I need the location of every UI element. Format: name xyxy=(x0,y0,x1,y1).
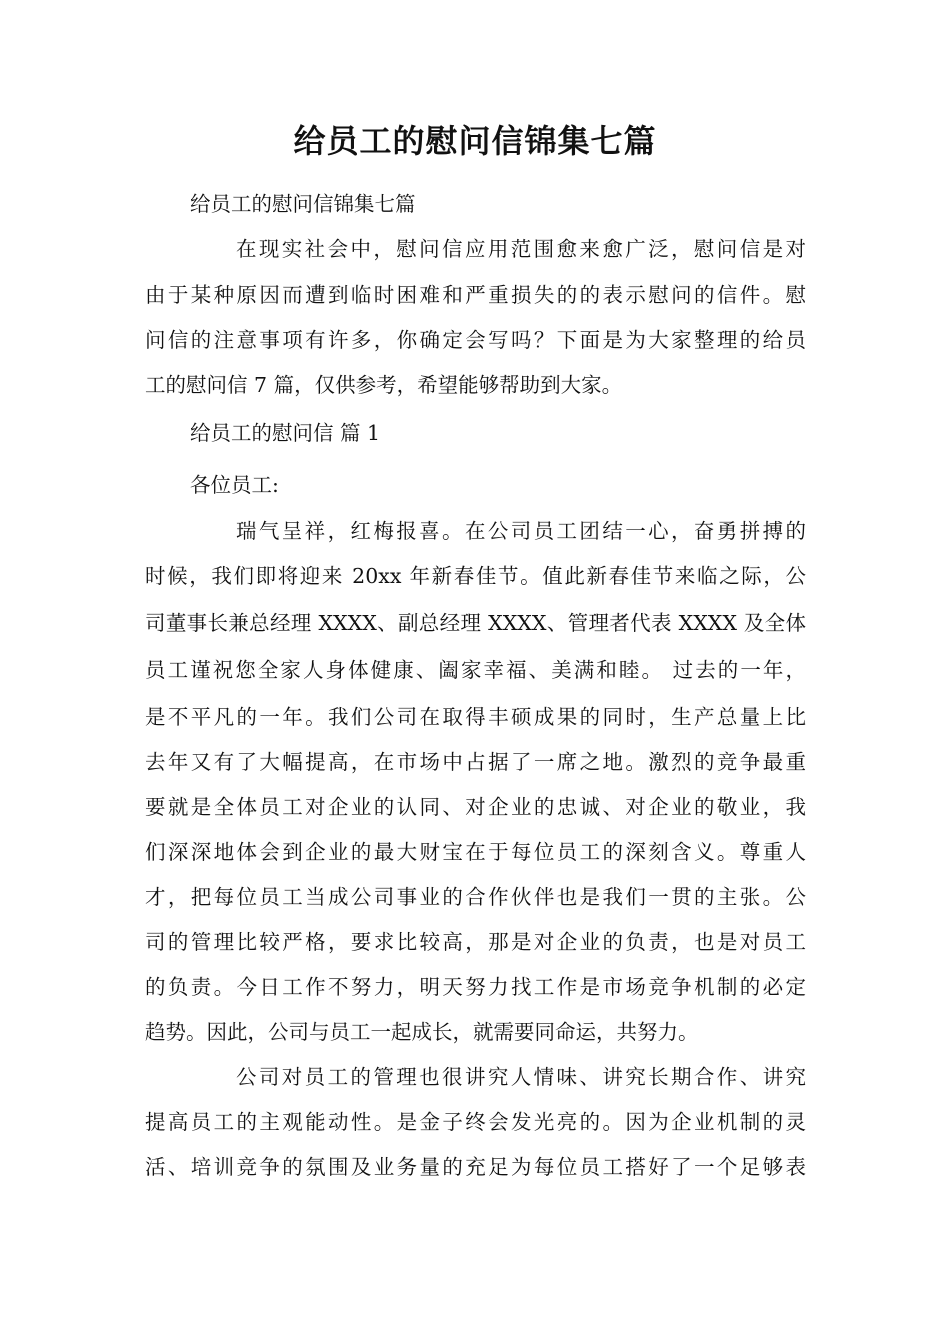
document-title: 给员工的慰问信锦集七篇 xyxy=(293,122,657,160)
paragraph-line: 员工谨祝您全家人身体健康、阖家幸福、美满和睦。 过去的一年， xyxy=(145,658,806,682)
subtitle-line: 给员工的慰问信锦集七篇 xyxy=(190,192,416,216)
paragraph-line: 司的管理比较严格，要求比较高，那是对企业的负责，也是对员工 xyxy=(145,930,806,954)
paragraph-line: 趋势。因此，公司与员工一起成长，就需要同命运，共努力。 xyxy=(145,1020,699,1044)
paragraph-line: 时候，我们即将迎来 20xx 年新春佳节。值此新春佳节来临之际，公 xyxy=(145,564,806,588)
paragraph-line: 提高员工的主观能动性。是金子终会发光亮的。因为企业机制的灵 xyxy=(145,1110,806,1134)
paragraph-line: 的负责。今日工作不努力，明天努力找工作是市场竞争机制的必定 xyxy=(145,975,806,999)
paragraph-line: 活、培训竞争的氛围及业务量的充足为每位员工搭好了一个足够表 xyxy=(145,1155,806,1179)
paragraph-line: 由于某种原因而遭到临时困难和严重损失的的表示慰问的信件。慰 xyxy=(145,283,806,307)
paragraph-line: 问信的注意事项有许多，你确定会写吗？下面是为大家整理的给员 xyxy=(145,328,806,352)
section-heading: 给员工的慰问信 篇 1 xyxy=(190,421,381,445)
paragraph-line: 在现实社会中，慰问信应用范围愈来愈广泛，慰问信是对 xyxy=(236,237,806,261)
paragraph-line: 去年又有了大幅提高，在市场中占据了一席之地。激烈的竞争最重 xyxy=(145,750,806,774)
salutation: 各位员工: xyxy=(190,473,279,497)
paragraph-line: 要就是全体员工对企业的认同、对企业的忠诚、对企业的敬业，我 xyxy=(145,795,806,819)
paragraph-line: 工的慰问信 7 篇，仅供参考，希望能够帮助到大家。 xyxy=(145,373,623,397)
paragraph-line: 公司对员工的管理也很讲究人情味、讲究长期合作、讲究 xyxy=(236,1065,806,1089)
paragraph-line: 才，把每位员工当成公司事业的合作伙伴也是我们一贯的主张。公 xyxy=(145,885,806,909)
paragraph-line: 司董事长兼总经理 XXXX、副总经理 XXXX、管理者代表 XXXX 及全体 xyxy=(145,611,806,635)
paragraph-line: 是不平凡的一年。我们公司在取得丰硕成果的同时，生产总量上比 xyxy=(145,705,806,729)
paragraph-line: 们深深地体会到企业的最大财宝在于每位员工的深刻含义。尊重人 xyxy=(145,840,806,864)
paragraph-line: 瑞气呈祥，红梅报喜。在公司员工团结一心，奋勇拼搏的 xyxy=(236,519,806,543)
